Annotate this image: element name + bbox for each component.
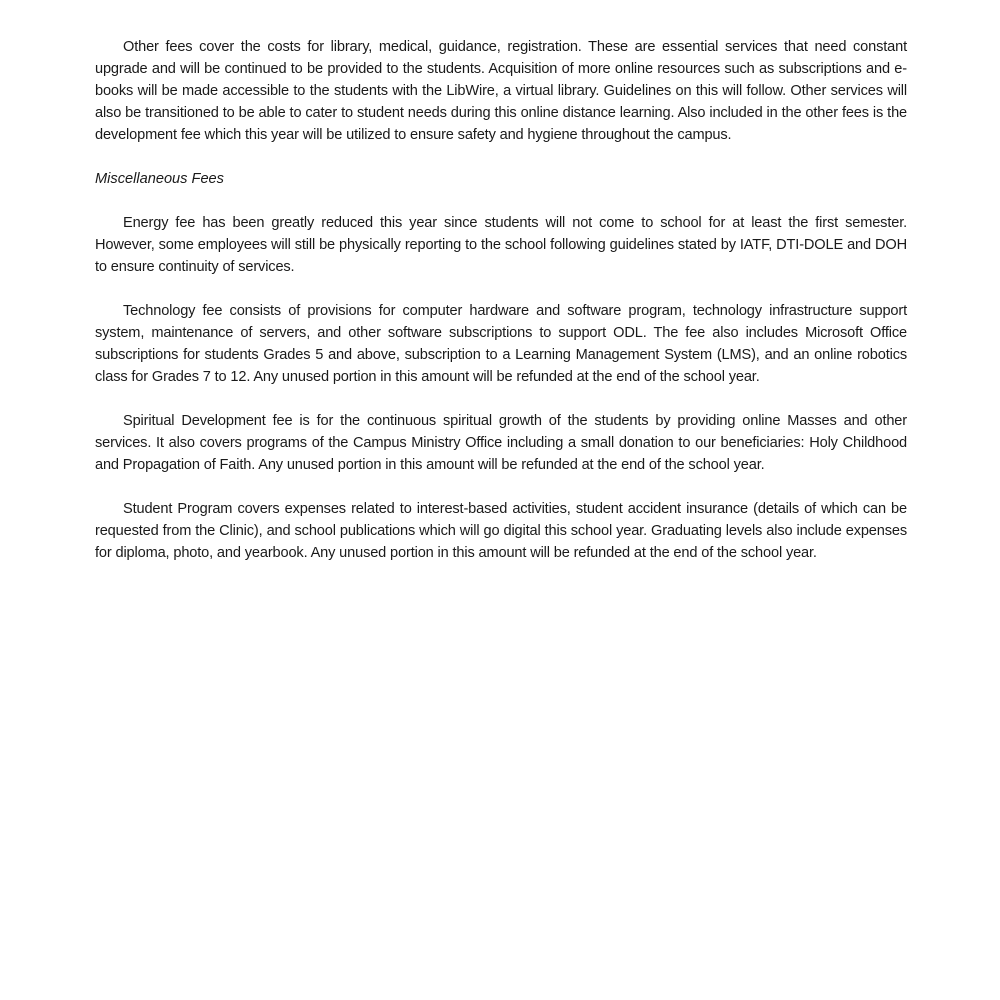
- document-page: [95, 36, 907, 586]
- spiritual-development-fee-paragraph: Spiritual Development fee is for the continuous spiritual growth of the students by providing online Masses and other services. It also covers programs of the Campus Ministry Office including a small donation to our beneficiaries: Holy Childhood and Propagation of Faith. Any unused portion in this amount will be refunded at the end of the school year.: [95, 413, 907, 473]
- energy-fee-paragraph: Energy fee has been greatly reduced this year since students will not come to school for at least the first semester. However, some employees will still be physically reporting to the school following guidelines stated by IATF, DTI-DOLE and DOH to ensure continuity of services.: [95, 215, 907, 275]
- technology-fee-paragraph: Technology fee consists of provisions for computer hardware and software program, technology infrastructure support system, maintenance of servers, and other software subscriptions to support ODL. The fee also includes Microsoft Office subscriptions for students Grades 5 and above, subscription to a Learning Management System (LMS), and an online robotics class for Grades 7 to 12. Any unused portion in this amount will be refunded at the end of the school year.: [95, 303, 907, 385]
- student-program-paragraph: Student Program covers expenses related to interest-based activities, student accident insurance (details of which can be requested from the Clinic), and school publications which will go digital this school year. Graduating levels also include expenses for diploma, photo, and yearbook. Any unused portion in this amount will be refunded at the end of the school year.: [95, 501, 907, 561]
- other-fees-paragraph: Other fees cover the costs for library, medical, guidance, registration. These are essential services that need constant upgrade and will be continued to be provided to the students. Acquisition of more online resources such as subscriptions and e-books will be made accessible to the students with the LibWire, a virtual library. Guidelines on this will follow. Other services will also be transitioned to be able to cater to student needs during this online distance learning. Also included in the other fees is the development fee which this year will be utilized to ensure safety and hygiene throughout the campus.: [95, 39, 907, 143]
- section-heading-miscellaneous-fees: Miscellaneous Fees: [95, 171, 224, 187]
